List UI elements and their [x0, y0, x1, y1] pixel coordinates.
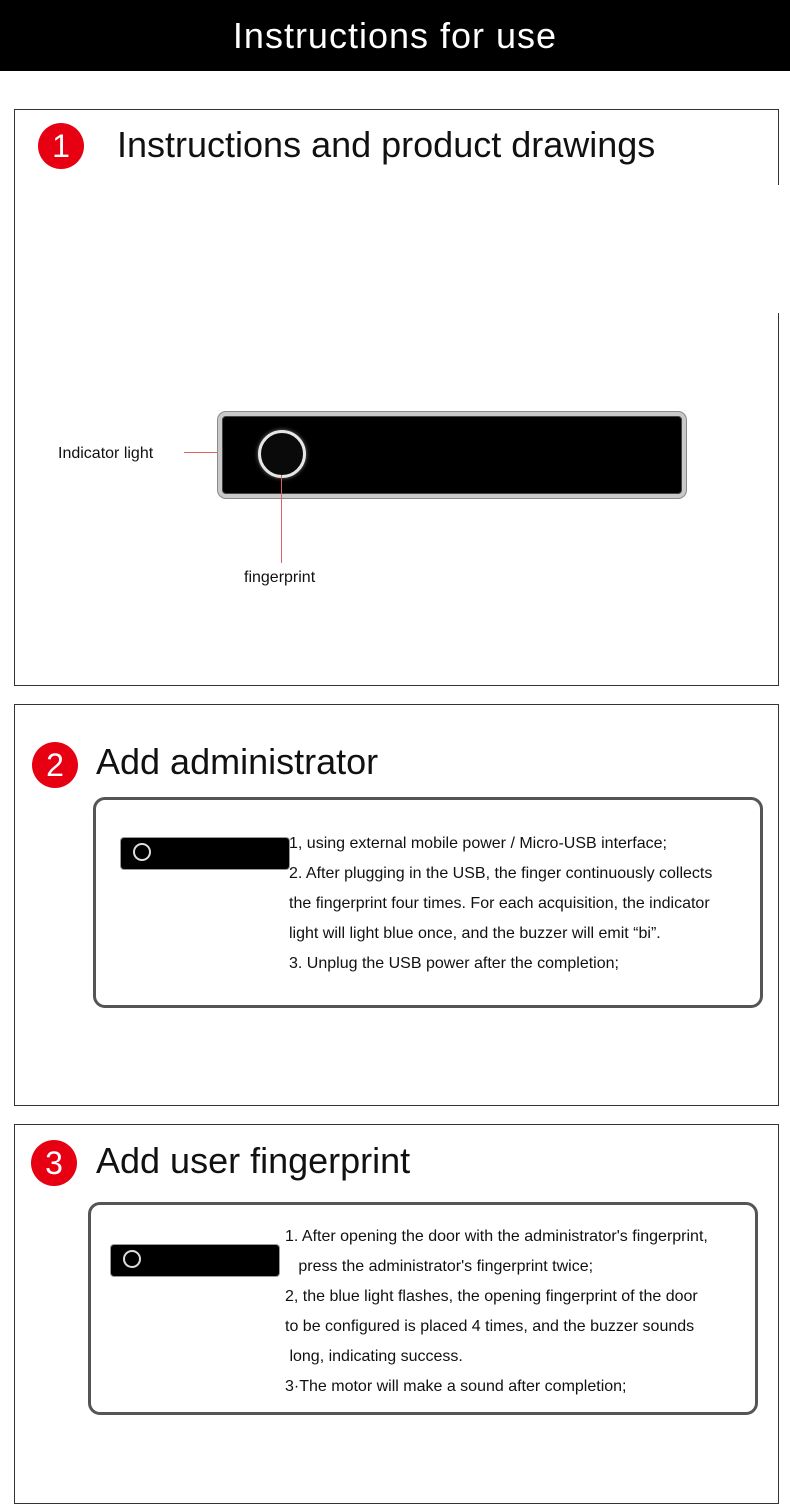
section-add-user-fingerprint: [14, 1124, 779, 1504]
page-header: [0, 0, 790, 71]
page-title: Instructions for use: [232, 14, 558, 56]
step-number-badge: 1: [38, 123, 84, 169]
instruction-list: [285, 1222, 708, 1402]
instruction-line: 3·The motor will make a sound after completion;: [285, 1378, 627, 1395]
fingerprint-label: fingerprint: [244, 569, 316, 586]
fingerprint-sensor-icon: [123, 1250, 141, 1268]
step-number-badge: 2: [32, 742, 78, 788]
fingerprint-sensor-icon: [133, 843, 151, 861]
instruction-line: light will light blue once, and the buzzer will emit “bi”.: [289, 925, 661, 942]
instruction-line: 3. Unplug the USB power after the completion;: [289, 955, 619, 972]
instruction-line: to be configured is placed 4 times, and the buzzer sounds: [285, 1318, 695, 1335]
border-gap: [777, 185, 783, 313]
device-icon: [111, 1245, 279, 1276]
section-title: Add user fingerprint: [96, 1140, 411, 1181]
instructions-box: [88, 1202, 758, 1415]
instruction-list: [289, 829, 712, 979]
instructions-box: [93, 797, 763, 1008]
device-icon: [121, 838, 289, 869]
device-icon: [218, 412, 686, 498]
instruction-line: press the administrator's fingerprint twice;: [285, 1258, 594, 1275]
instruction-line: 2. After plugging in the USB, the finger continuously collects: [289, 865, 713, 882]
instruction-line: the fingerprint four times. For each acquisition, the indicator: [289, 895, 710, 912]
step-number-badge: 3: [31, 1140, 77, 1186]
indicator-light-label: Indicator light: [58, 445, 154, 462]
fingerprint-pointer-line: [281, 475, 282, 563]
instruction-line: 1, using external mobile power / Micro-USB interface;: [289, 835, 667, 852]
instruction-line: 1. After opening the door with the administrator's fingerprint,: [285, 1228, 708, 1245]
fingerprint-sensor-icon: [258, 430, 306, 478]
instruction-line: 2, the blue light flashes, the opening fingerprint of the door: [285, 1288, 698, 1305]
section-title: Add administrator: [96, 741, 379, 782]
section-title: Instructions and product drawings: [117, 124, 656, 165]
section-product-drawings: [14, 109, 779, 686]
section-add-administrator: [14, 704, 779, 1106]
instruction-line: long, indicating success.: [285, 1348, 463, 1365]
